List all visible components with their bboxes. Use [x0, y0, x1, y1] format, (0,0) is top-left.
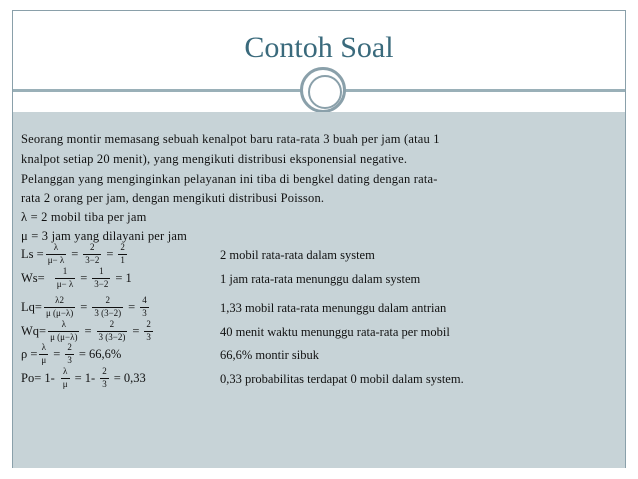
content-panel: [13, 112, 625, 468]
fraction: $\frac{1}{3-2}$: [94, 266, 109, 289]
operator: = 0,33: [113, 370, 146, 385]
formula-description: 66,6% montir sibuk: [220, 348, 319, 362]
operator: =: [53, 346, 61, 361]
fraction: $\frac{\lambda 2}{\mu (\mu-\lambda)}$: [45, 295, 74, 318]
fraction: $\frac{2}{3 (3-2)}$: [98, 319, 126, 342]
operator: = 66,6%: [78, 346, 122, 361]
formula-label: Po= 1-: [21, 370, 55, 385]
operator: =: [106, 246, 114, 261]
paragraph-line: Seorang montir memasang sebuah kenalpot baru rata-rata 3 buah per jam (atau 1: [21, 132, 440, 146]
formula-description: 1 jam rata-rata menunggu dalam system: [220, 272, 421, 286]
operator: =: [132, 323, 140, 338]
mu-definition: μ = 3 jam yang dilayani per jam: [21, 229, 188, 243]
fraction: $\frac{2}{3}$: [67, 342, 72, 365]
operator: =: [80, 299, 88, 314]
operator: =: [71, 246, 79, 261]
fraction: $\frac{4}{3}$: [142, 295, 147, 318]
fraction: $\frac{\lambda}{\mu (\mu-\lambda)}$: [50, 319, 78, 342]
paragraph-line: knalpot setiap 20 menit), yang mengikuti distribusi eksponensial negative.: [21, 152, 408, 166]
paragraph-line: rata 2 orang per jam, dengan mengikuti distribusi Poisson.: [21, 191, 325, 205]
formula-rho: [21, 343, 124, 366]
operator: = 1: [115, 270, 132, 285]
slide-title: Contoh Soal: [244, 31, 394, 64]
formula-lq: [21, 296, 151, 319]
formula-description: 0,33 probabilitas terdapat 0 mobil dalam system.: [220, 372, 464, 386]
fraction: $\frac{\lambda}{\mu}$: [62, 366, 68, 389]
formula-label: ρ =: [21, 346, 38, 361]
formula-description: 2 mobil rata-rata dalam system: [220, 248, 375, 262]
operator: =: [80, 270, 88, 285]
formula-description: 1,33 mobil rata-rata menunggu dalam antrian: [220, 301, 447, 315]
fraction: $\frac{2}{3 (3-2)}$: [94, 295, 122, 318]
fraction: $\frac{\lambda}{\mu}$: [41, 342, 47, 365]
fraction: $\frac{2}{3}$: [102, 366, 107, 389]
fraction: $\frac{1}{\mu- \lambda}$: [56, 266, 74, 289]
fraction: $\frac{2}{1}$: [120, 242, 125, 265]
paragraph-line: Pelanggan yang menginginkan pelayanan ini tiba di bengkel dating dengan rata-: [21, 172, 438, 186]
formula-label: Ls =: [21, 246, 44, 261]
circle-ornament-icon: [300, 67, 346, 113]
operator: =: [84, 323, 92, 338]
formula-description: 40 menit waktu menunggu rata-rata per mobil: [220, 325, 450, 339]
formula-label: Lq=: [21, 299, 42, 314]
fraction: $\frac{2}{3}$: [146, 319, 151, 342]
operator: = 1-: [74, 370, 96, 385]
formula-ws: [21, 267, 135, 290]
formula-wq: [21, 320, 155, 343]
lambda-definition: λ = 2 mobil tiba per jam: [21, 210, 147, 224]
formula-label: Ws=: [21, 270, 45, 285]
formula-ls: [21, 243, 129, 266]
formula-label: Wq=: [21, 323, 47, 338]
operator: =: [128, 299, 136, 314]
fraction: $\frac{2}{3-2}$: [85, 242, 100, 265]
formula-po: [21, 367, 149, 390]
fraction: $\frac{\lambda}{\mu- \lambda}$: [47, 242, 65, 265]
slide: [12, 10, 626, 468]
